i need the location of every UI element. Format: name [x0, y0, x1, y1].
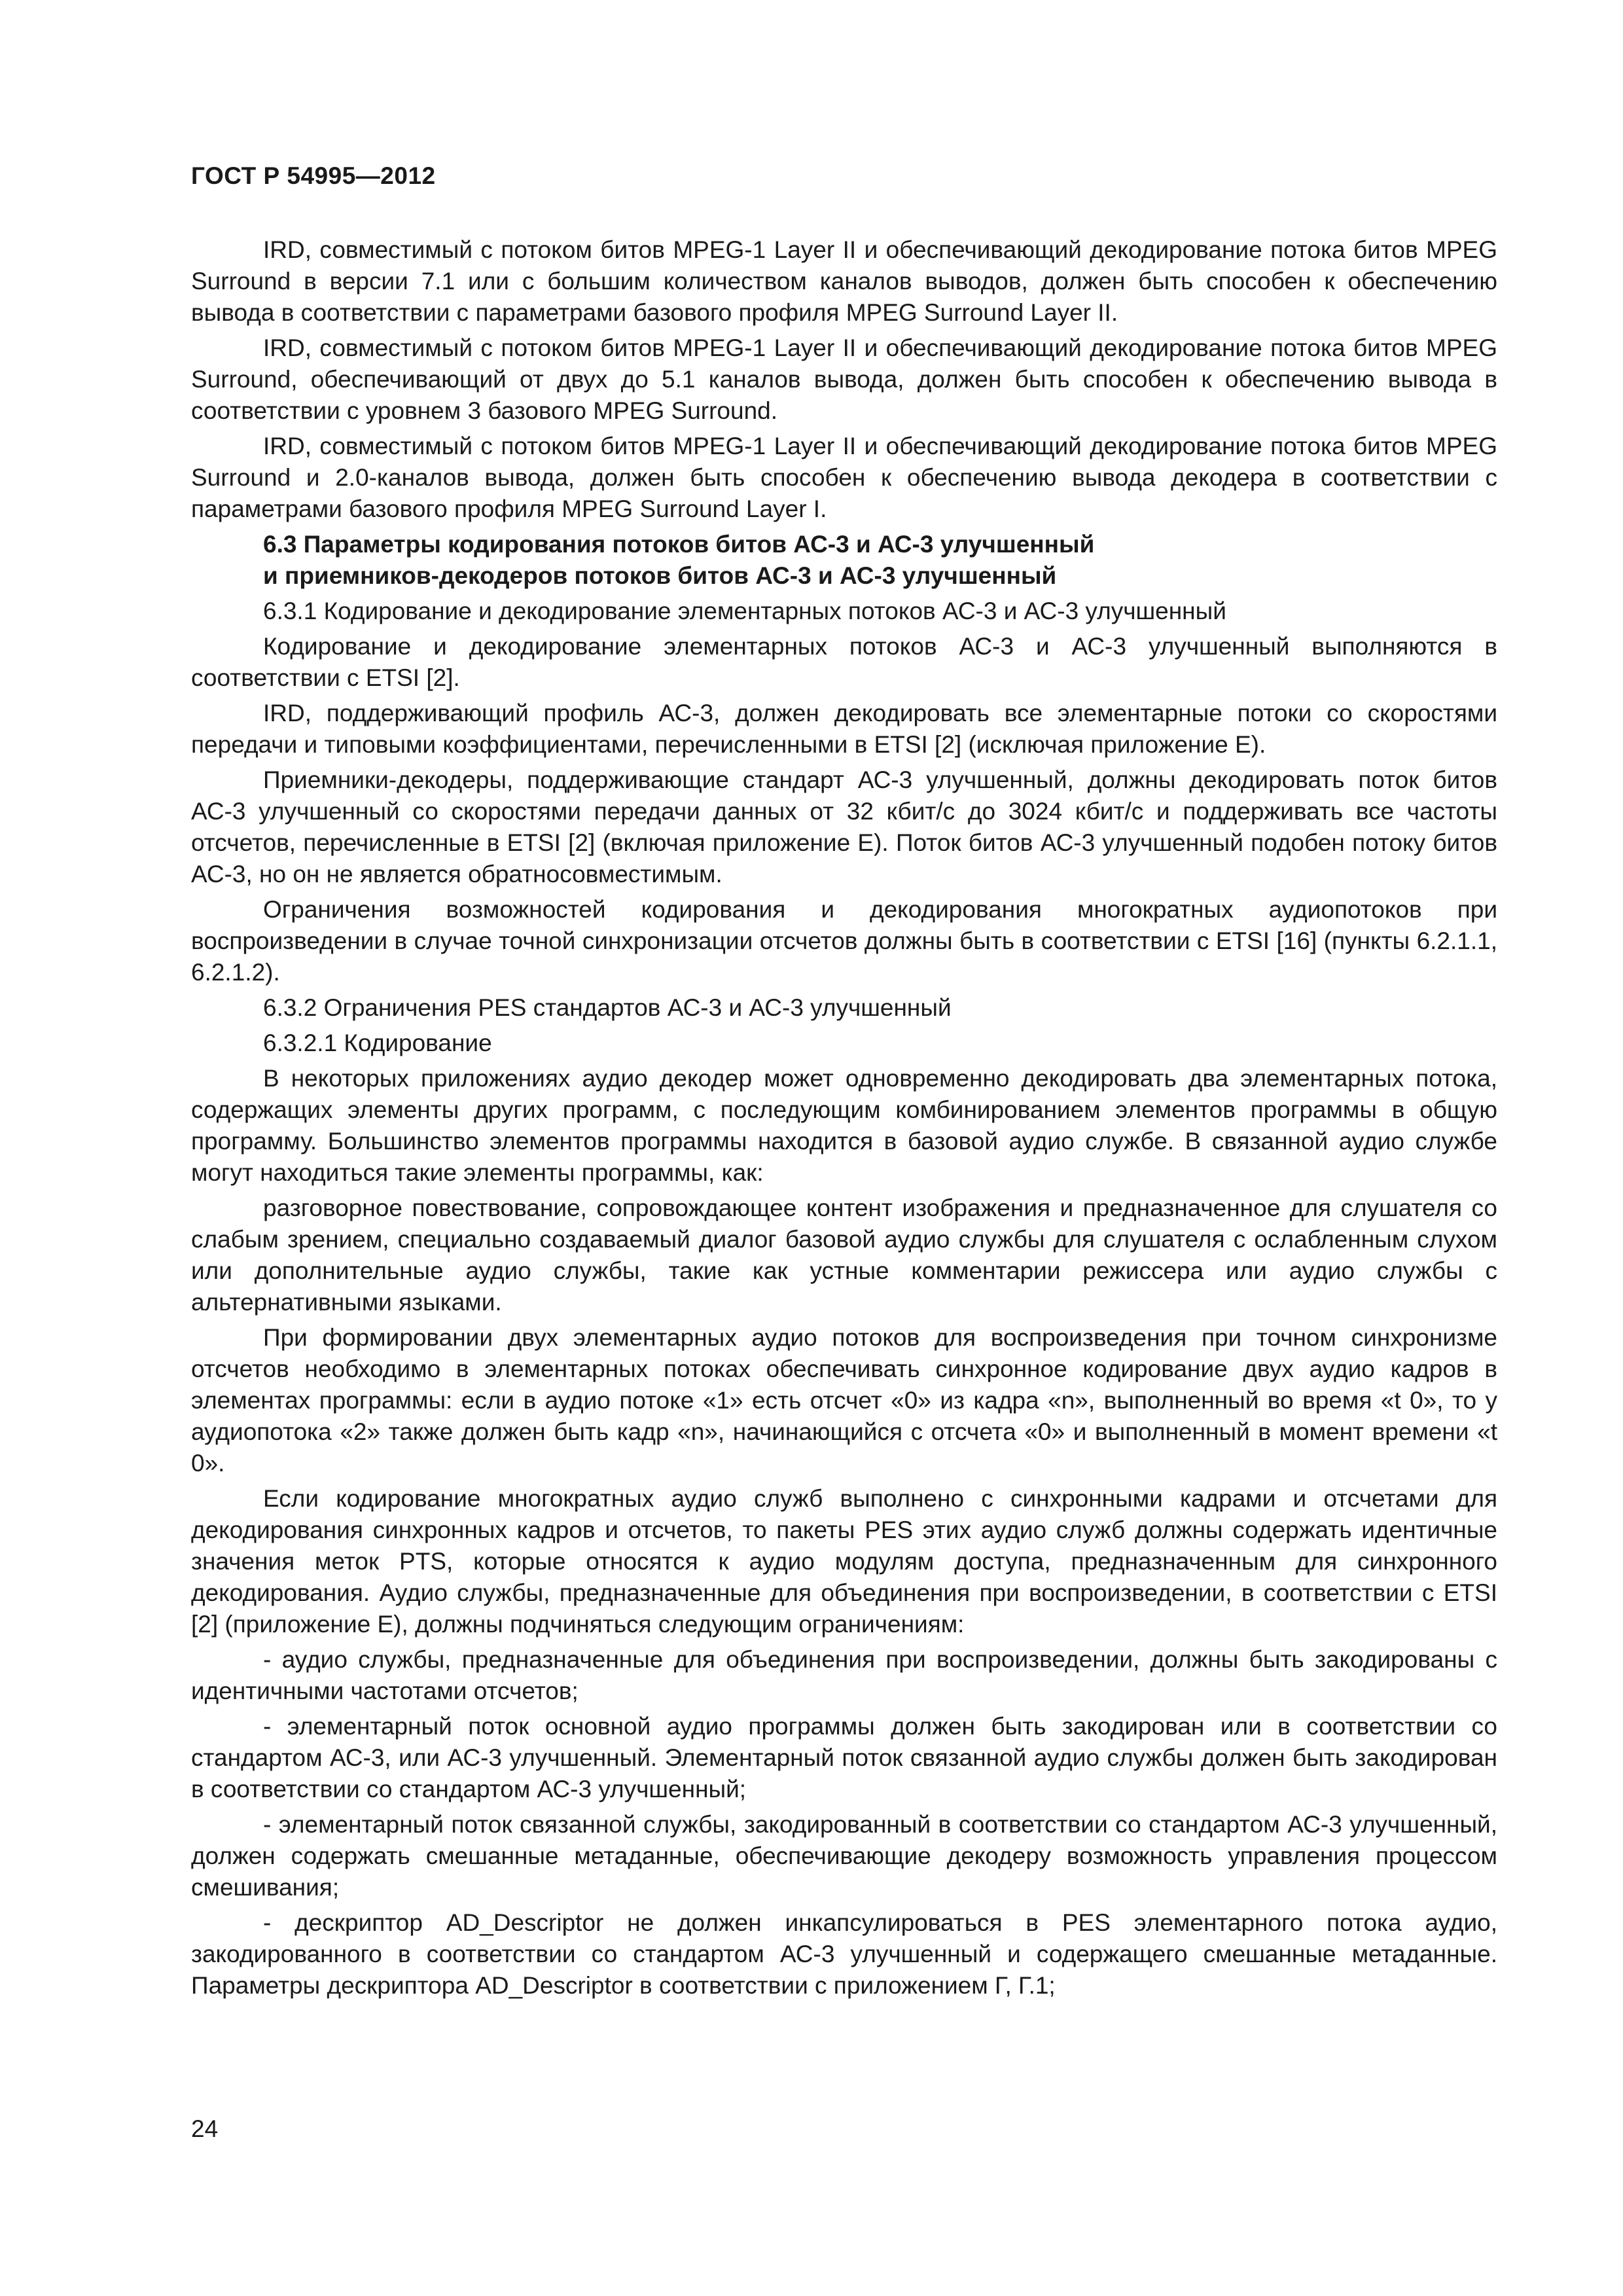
subsection-title: 6.3.1 Кодирование и декодирование элементарных потоков АС-3 и АС-3 улучшенный	[263, 598, 1226, 624]
paragraph: IRD, совместимый с потоком битов MPEG-1 Layer II и обеспечивающий декодирование потока битов MPEG Surround и 2.0-каналов вывода, должен быть способен к обеспечению вывода декодера в соответствии с параметрами базового профиля MPEG Surround Layer I.	[191, 433, 1497, 522]
paragraph: IRD, совместимый с потоком битов MPEG-1 Layer II и обеспечивающий декодирование потока битов MPEG Surround в версии 7.1 или с большим количеством каналов выводов, должен быть способен к обеспечению вывода в соответствии с параметрами базового профиля MPEG Surround Layer II.	[191, 236, 1497, 326]
page-number: 24	[191, 2115, 219, 2142]
paragraph: Приемники-декодеры, поддерживающие стандарт АС-3 улучшенный, должны декодировать поток битов АС-3 улучшенный со скоростями передачи данных от 32 кбит/с до 3024 кбит/с и поддерживать все частоты отсчетов, перечисленные в ETSI [2] (включая приложение Е). Поток битов АС-3 улучшенный подобен потоку битов АС-3, но он не является обратносовместимым.	[191, 766, 1497, 888]
list-item: - элементарный поток основной аудио программы должен быть закодирован или в соответствии со стандартом АС-3, или АС-3 улучшенный. Элементарный поток связанной аудио службы должен быть закодирован в соответствии со стандартом АС-3 улучшенный;	[191, 1713, 1497, 1803]
paragraph: Если кодирование многократных аудио служб выполнено с синхронными кадрами и отсчетами для декодирования синхронных кадров и отсчетов, то пакеты PES этих аудио служб должны содержать идентичные значения меток PTS, которые относятся к аудио модулям доступа, предназначенным для синхронного декодирования. Аудио службы, предназначенные для объединения при воспроизведении, в соответствии с ETSI [2] (приложение Е), должны подчиняться следующим ограничениям:	[191, 1485, 1497, 1638]
section-heading-line-2: и приемников-декодеров потоков битов АС-3 и АС-3 улучшенный	[263, 562, 1057, 589]
document-id-header: ГОСТ Р 54995—2012	[191, 162, 436, 189]
list-item: - элементарный поток связанной службы, закодированный в соответствии со стандартом АС-3 улучшенный, должен содержать смешанные метаданные, обеспечивающие декодеру возможность управления процессом смешивания;	[191, 1811, 1497, 1901]
list-item: - дескриптор AD_Descriptor не должен инкапсулироваться в PES элементарного потока аудио, закодированного в соответствии со стандартом АС-3 улучшенный и содержащего смешанные метаданные. Параметры дескриптора AD_Descriptor в соответствии с приложением Г, Г.1;	[191, 1909, 1497, 1999]
paragraph: разговорное повествование, сопровождающее контент изображения и предназначенное для слушателя со слабым зрением, специально создаваемый диалог базовой аудио службы для слушателя с ослабленным слухом или дополнительные аудио службы, такие как устные комментарии режиссера или аудио службы с альтернативными языками.	[191, 1194, 1497, 1316]
subsection-title: 6.3.2 Ограничения PES стандартов АС-3 и АС-3 улучшенный	[263, 994, 952, 1021]
section-heading	[191, 529, 1497, 592]
paragraph: IRD, совместимый с потоком битов MPEG-1 Layer II и обеспечивающий декодирование потока битов MPEG Surround, обеспечивающий от двух до 5.1 каналов вывода, должен быть способен к обеспечению вывода в соответствии с уровнем 3 базового MPEG Surround.	[191, 334, 1497, 424]
paragraph: Кодирование и декодирование элементарных потоков АС-3 и АС-3 улучшенный выполняются в соответствии с ETSI [2].	[191, 633, 1497, 691]
paragraph: В некоторых приложениях аудио декодер может одновременно декодировать два элементарных потока, содержащих элементы других программ, с последующим комбинированием элементов программы в общую программу. Большинство элементов программы находится в базовой аудио службе. В связанной аудио службе могут находиться такие элементы программы, как:	[191, 1065, 1497, 1186]
section-heading-line-1: 6.3 Параметры кодирования потоков битов АС-3 и АС-3 улучшенный	[263, 531, 1095, 558]
paragraph: Ограничения возможностей кодирования и декодирования многократных аудиопотоков при воспроизведении в случае точной синхронизации отсчетов должны быть в соответствии с ETSI [16] (пункты 6.2.1.1, 6.2.1.2).	[191, 896, 1497, 986]
document-body	[191, 234, 1497, 2005]
paragraph: При формировании двух элементарных аудио потоков для воспроизведения при точном синхронизме отсчетов необходимо в элементарных потоках обеспечивать синхронное кодирование двух аудио кадров в элементах программы: если в аудио потоке «1» есть отсчет «0» из кадра «n», выполненный во время «t 0», то у аудиопотока «2» также должен быть кадр «n», начинающийся с отсчета «0» и выполненный в момент времени «t 0».	[191, 1324, 1497, 1477]
list-item: - аудио службы, предназначенные для объединения при воспроизведении, должны быть закодированы с идентичными частотами отсчетов;	[191, 1646, 1497, 1704]
paragraph: IRD, поддерживающий профиль АС-3, должен декодировать все элементарные потоки со скоростями передачи и типовыми коэффициентами, перечисленными в ETSI [2] (исключая приложение Е).	[191, 700, 1497, 758]
subsection-title: 6.3.2.1 Кодирование	[263, 1030, 492, 1056]
